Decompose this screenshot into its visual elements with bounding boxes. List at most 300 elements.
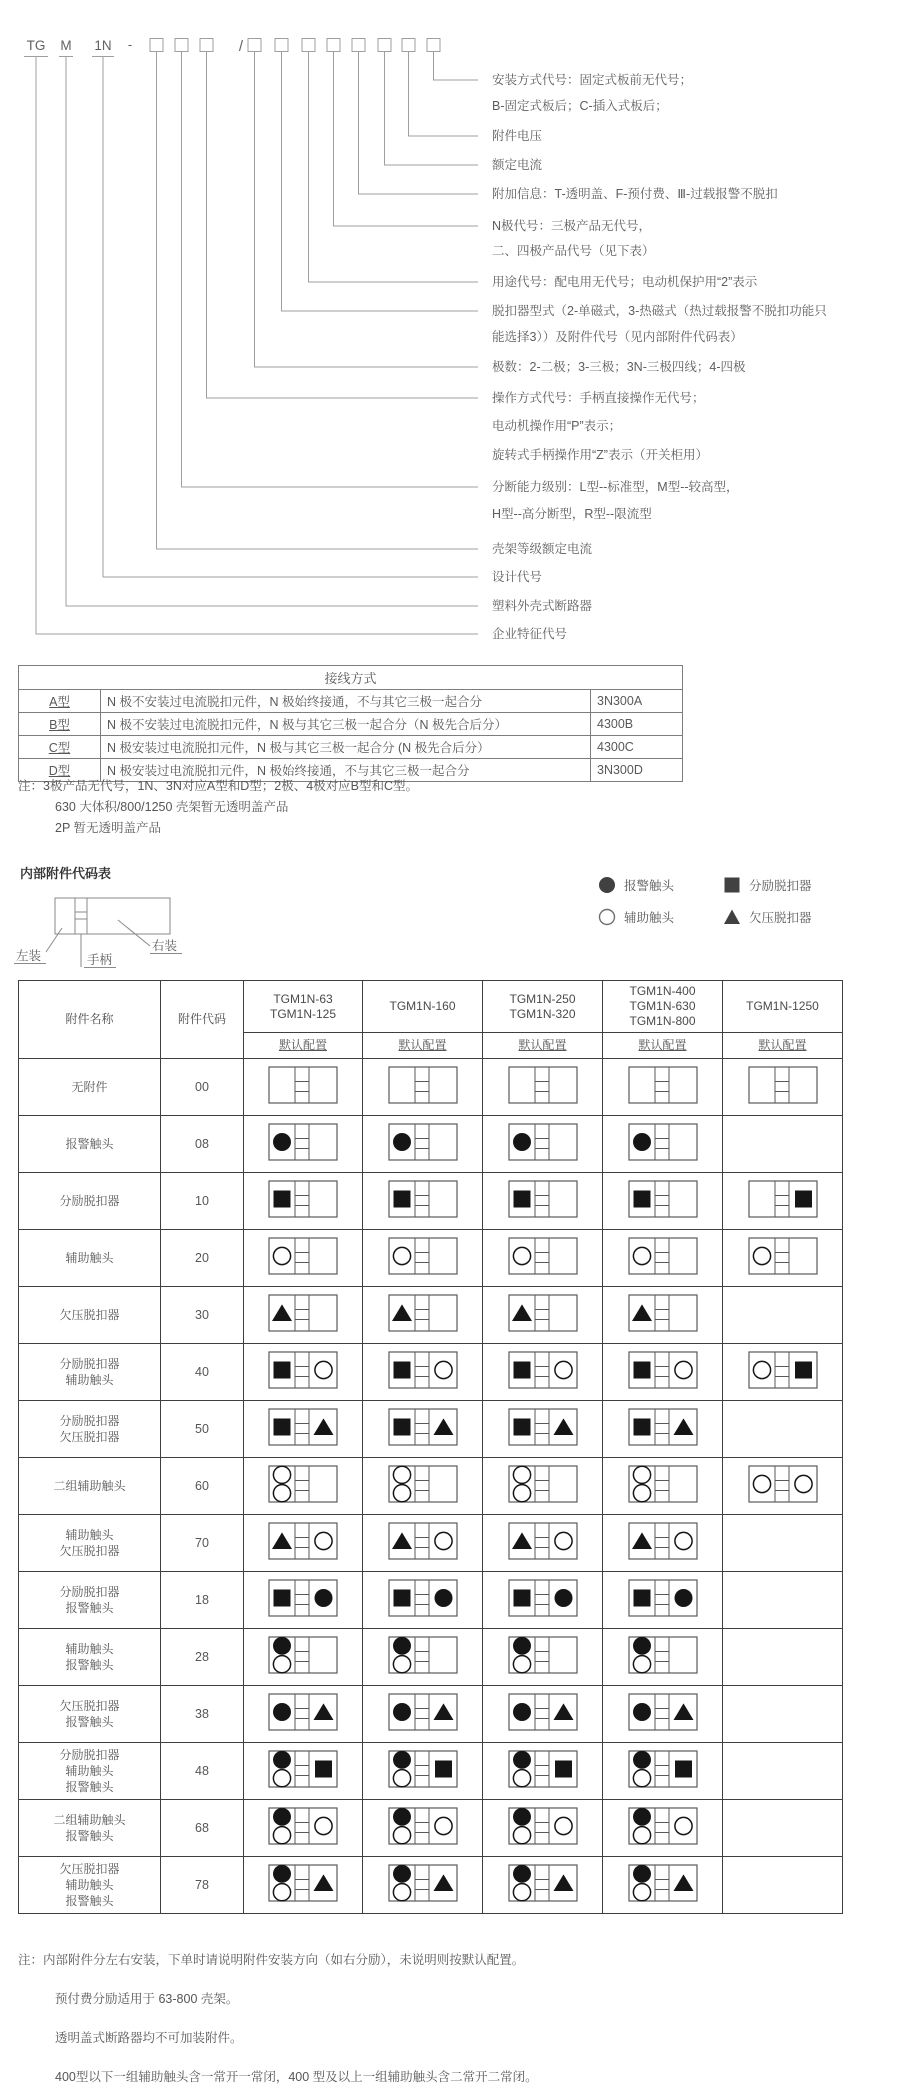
- breaker-config-glyph: [628, 1066, 698, 1104]
- breaker-config-glyph: [508, 1750, 578, 1788]
- config-cell: [723, 1059, 843, 1116]
- shunt-release-symbol: [675, 1761, 692, 1778]
- callout-line: [434, 51, 479, 80]
- breaker-outline: [55, 898, 170, 934]
- model-name: TGM1N-400: [629, 984, 696, 998]
- accessory-name-line: 欠压脱扣器: [59, 1699, 120, 1713]
- config-cell: [723, 1401, 843, 1458]
- breaker-config-glyph: [628, 1465, 698, 1503]
- breaker-config-glyph: [388, 1522, 458, 1560]
- breaker-config-glyph: [268, 1408, 338, 1446]
- config-cell: [483, 1116, 603, 1173]
- config-cell: [723, 1344, 843, 1401]
- accessory-row: [19, 1059, 843, 1116]
- auxiliary-contact-symbol: [633, 1466, 650, 1483]
- default-config-header: [723, 1033, 843, 1059]
- config-cell: [723, 1629, 843, 1686]
- accessory-name-line: 报警触头: [65, 1894, 114, 1908]
- config-cell: [723, 1686, 843, 1743]
- breaker-config-glyph: [628, 1123, 698, 1161]
- shunt-release-symbol: [274, 1362, 291, 1379]
- accessory-name-line: 辅助触头: [65, 1764, 114, 1778]
- alarm-contact-symbol: [633, 1808, 651, 1826]
- accessory-name: [19, 1458, 161, 1515]
- config-cell: [363, 1116, 483, 1173]
- model-slash: /: [238, 38, 244, 55]
- breaker-config-glyph: [628, 1807, 698, 1845]
- alarm-contact-symbol: [513, 1751, 531, 1769]
- config-cell: [603, 1458, 723, 1515]
- wiring-description: N 极不安装过电流脱扣元件，N 极始终接通，不与其它三极一起合分: [101, 690, 591, 713]
- shunt-release-icon: [723, 876, 741, 894]
- breaker-config-glyph: [268, 1693, 338, 1731]
- callout-line: [182, 51, 479, 487]
- shunt-release-symbol: [274, 1191, 291, 1208]
- breaker-config-glyph: [268, 1522, 338, 1560]
- wiring-description: N 极不安装过电流脱扣元件，N 极与其它三极一起合分（N 极先合后分）: [101, 713, 591, 736]
- breaker-config-glyph: [388, 1636, 458, 1674]
- accessory-code: 78: [161, 1857, 244, 1914]
- model-code-label: B-固定式板后；C-插入式板后；: [492, 99, 668, 113]
- breaker-config-glyph: [508, 1465, 578, 1503]
- breaker-config-glyph: [268, 1465, 338, 1503]
- shunt-release-symbol: [435, 1761, 452, 1778]
- config-cell: [603, 1230, 723, 1287]
- wiring-type: B型: [19, 713, 101, 736]
- model-code-label: 操作方式代号：手柄直接操作无代号；: [492, 391, 705, 405]
- config-cell: [723, 1572, 843, 1629]
- breaker-config-glyph: [508, 1864, 578, 1902]
- breaker-config-glyph: [268, 1579, 338, 1617]
- breaker-outline: [269, 1238, 337, 1274]
- mounting-direction-diagram: [0, 878, 260, 978]
- auxiliary-contact-symbol: [315, 1817, 332, 1834]
- config-cell: [363, 1857, 483, 1914]
- undervoltage-release-symbol: [392, 1532, 412, 1549]
- model-name: TGM1N-800: [629, 1014, 696, 1028]
- config-cell: [244, 1458, 363, 1515]
- wiring-type: A型: [19, 690, 101, 713]
- left-mount-label: 左装: [16, 949, 42, 963]
- breaker-config-glyph: [388, 1237, 458, 1275]
- model-code-label: 电动机操作用“P”表示；: [492, 419, 622, 433]
- model-code-label: 极数：2-二极；3-三极；3N-三极四线；4-四极: [492, 360, 746, 374]
- breaker-outline: [389, 1466, 457, 1502]
- accessory-row: [19, 1401, 843, 1458]
- accessory-name: [19, 1116, 161, 1173]
- config-cell: [363, 1686, 483, 1743]
- accessory-row: [19, 1116, 843, 1173]
- model-code-box: [352, 39, 365, 52]
- config-cell: [723, 1458, 843, 1515]
- undervoltage-release-symbol: [433, 1418, 453, 1435]
- model-code-label: 二、四极产品代号（见下表）: [492, 244, 655, 258]
- accessory-name-line: 分励脱扣器: [59, 1748, 120, 1762]
- model-column-header: [244, 981, 363, 1033]
- breaker-config-glyph: [388, 1408, 458, 1446]
- accessory-name: [19, 1515, 161, 1572]
- config-cell: [483, 1230, 603, 1287]
- right-mount-pointer: [118, 920, 150, 946]
- accessory-name-line: 无附件: [71, 1080, 108, 1094]
- accessory-name-line: 辅助触头: [65, 1373, 114, 1387]
- breaker-config-glyph: [748, 1351, 818, 1389]
- shunt-release-symbol: [633, 1419, 650, 1436]
- breaker-config-glyph: [388, 1750, 458, 1788]
- model-code-box: [327, 39, 340, 52]
- alarm-contact-symbol: [434, 1589, 452, 1607]
- auxiliary-contact-symbol: [633, 1656, 650, 1673]
- model-code-box: [402, 39, 415, 52]
- accessory-name-line: 辅助触头: [65, 1251, 114, 1265]
- accessory-name-line: 报警触头: [65, 1829, 114, 1843]
- breaker-outline: [509, 1067, 577, 1103]
- breaker-config-glyph: [388, 1465, 458, 1503]
- legend-label: 欠压脱扣器: [749, 911, 812, 925]
- breaker-config-glyph: [268, 1636, 338, 1674]
- breaker-config-glyph: [628, 1351, 698, 1389]
- breaker-config-glyph: [508, 1579, 578, 1617]
- breaker-outline: [749, 1067, 817, 1103]
- config-cell: [363, 1515, 483, 1572]
- model-name: TGM1N-250: [509, 991, 576, 1006]
- config-cell: [603, 1344, 723, 1401]
- shunt-release-symbol: [274, 1419, 291, 1436]
- auxiliary-contact-symbol: [393, 1656, 410, 1673]
- alarm-contact-symbol: [273, 1133, 291, 1151]
- accessory-code: 68: [161, 1800, 244, 1857]
- accessory-row: [19, 1458, 843, 1515]
- breaker-config-glyph: [508, 1522, 578, 1560]
- model-code-label: 安装方式代号：固定式板前无代号；: [492, 73, 693, 87]
- breaker-outline: [509, 1466, 577, 1502]
- config-cell: [603, 1629, 723, 1686]
- model-name: TGM1N-160: [389, 999, 456, 1013]
- config-cell: [363, 1743, 483, 1800]
- breaker-config-glyph: [748, 1066, 818, 1104]
- accessory-name-line: 欠压脱扣器: [59, 1862, 120, 1876]
- config-cell: [723, 1800, 843, 1857]
- callout-line: [255, 51, 479, 367]
- breaker-config-glyph: [268, 1237, 338, 1275]
- model-code-box: [427, 39, 440, 52]
- legend-item-under: [723, 908, 812, 926]
- model-column-header: [363, 981, 483, 1033]
- config-cell: [603, 1059, 723, 1116]
- legend-label: 报警触头: [624, 879, 675, 893]
- right-mount-label: 右装: [152, 939, 178, 953]
- config-cell: [603, 1572, 723, 1629]
- config-cell: [363, 1629, 483, 1686]
- accessory-code-table: [18, 980, 843, 1914]
- model-prefix-token: TG: [26, 38, 46, 53]
- wiring-description: N 极安装过电流脱扣元件，N 极始终接通，不与其它三极一起合分: [101, 759, 591, 782]
- accessory-code: 10: [161, 1173, 244, 1230]
- auxiliary-contact-symbol: [633, 1884, 650, 1901]
- alarm-contact-symbol: [273, 1808, 291, 1826]
- config-cell: [603, 1686, 723, 1743]
- default-config-header: [363, 1033, 483, 1059]
- config-cell: [244, 1743, 363, 1800]
- model-code-box: [378, 39, 391, 52]
- accessory-code: 50: [161, 1401, 244, 1458]
- wiring-description: N 极安装过电流脱扣元件，N 极与其它三极一起合分 (N 极先合后分）: [101, 736, 591, 759]
- wiring-method-table: [18, 665, 683, 782]
- breaker-outline: [749, 1466, 817, 1502]
- accessory-name: [19, 1173, 161, 1230]
- config-cell: [603, 1173, 723, 1230]
- config-cell: [363, 1287, 483, 1344]
- breaker-outline: [629, 1238, 697, 1274]
- default-config-header: [483, 1033, 603, 1059]
- accessory-name: [19, 1629, 161, 1686]
- accessory-name: [19, 1401, 161, 1458]
- accessory-name-line: 欠压脱扣器: [59, 1430, 120, 1444]
- model-name: TGM1N-125: [269, 1006, 337, 1021]
- alarm-contact-symbol: [633, 1637, 651, 1655]
- model-code-label: 用途代号：配电用无代号；电动机保护用“2”表示: [492, 275, 758, 289]
- breaker-config-glyph: [268, 1294, 338, 1332]
- alarm-contact-symbol: [674, 1589, 692, 1607]
- config-cell: [244, 1629, 363, 1686]
- model-column-header: [483, 981, 603, 1033]
- shunt-release-symbol: [393, 1362, 410, 1379]
- wiring-notes: [18, 776, 418, 839]
- auxiliary-contact-symbol: [513, 1827, 530, 1844]
- alarm-contact-symbol: [315, 1589, 333, 1607]
- model-code-label: N极代号：三极产品无代号，: [492, 219, 652, 233]
- auxiliary-contact-symbol: [273, 1770, 290, 1787]
- accessory-code: 38: [161, 1686, 244, 1743]
- config-cell: [483, 1344, 603, 1401]
- accessory-name-line: 分励脱扣器: [59, 1357, 120, 1371]
- config-cell: [244, 1344, 363, 1401]
- accessory-code: 70: [161, 1515, 244, 1572]
- wiring-code: 4300C: [591, 736, 683, 759]
- shunt-release-symbol: [555, 1761, 572, 1778]
- auxiliary-contact-symbol: [554, 1532, 571, 1549]
- auxiliary-contact-symbol: [273, 1247, 290, 1264]
- auxiliary-contact-symbol: [315, 1361, 332, 1378]
- accessory-name: [19, 1800, 161, 1857]
- model-code-box: [248, 39, 261, 52]
- breaker-outline: [629, 1466, 697, 1502]
- callout-line: [282, 51, 479, 311]
- config-cell: [723, 1743, 843, 1800]
- alarm-contact-symbol: [273, 1865, 291, 1883]
- shunt-release-symbol: [513, 1590, 530, 1607]
- auxiliary-contact-symbol: [554, 1817, 571, 1834]
- auxiliary-contact-symbol: [674, 1361, 691, 1378]
- config-cell: [363, 1572, 483, 1629]
- default-config-label: 默认配置: [518, 1038, 567, 1052]
- model-dash: -: [127, 37, 133, 52]
- accessory-name-line: 分励脱扣器: [59, 1414, 120, 1428]
- shunt-release-symbol: [393, 1590, 410, 1607]
- auxiliary-contact-symbol: [513, 1884, 530, 1901]
- model-prefix-token: M: [60, 38, 72, 53]
- accessory-code: 48: [161, 1743, 244, 1800]
- config-cell: [363, 1230, 483, 1287]
- accessory-row: [19, 1800, 843, 1857]
- default-config-label: 默认配置: [398, 1038, 447, 1052]
- config-cell: [723, 1230, 843, 1287]
- undervoltage-release-symbol: [632, 1304, 652, 1321]
- legend-item-shunt: [723, 876, 812, 894]
- breaker-config-glyph: [508, 1807, 578, 1845]
- accessory-name-line: 二组辅助触头: [53, 1479, 126, 1493]
- wiring-note-line: 注：3极产品无代号，1N、3N对应A型和D型；2极、4极对应B型和C型。: [18, 779, 419, 793]
- auxiliary-contact-symbol: [753, 1475, 770, 1492]
- auxiliary-contact-symbol: [513, 1770, 530, 1787]
- undervoltage-release-symbol: [553, 1418, 573, 1435]
- config-cell: [244, 1857, 363, 1914]
- callout-line: [409, 51, 479, 136]
- accessory-row: [19, 1743, 843, 1800]
- config-cell: [483, 1743, 603, 1800]
- shunt-release-symbol: [393, 1419, 410, 1436]
- undervoltage-release-symbol: [314, 1703, 334, 1720]
- model-prefix-token: 1N: [94, 38, 112, 53]
- config-cell: [244, 1401, 363, 1458]
- auxiliary-contact-symbol: [273, 1466, 290, 1483]
- config-cell: [244, 1287, 363, 1344]
- breaker-config-glyph: [268, 1066, 338, 1104]
- undervoltage-release-symbol: [433, 1703, 453, 1720]
- breaker-config-glyph: [388, 1180, 458, 1218]
- accessory-row: [19, 1230, 843, 1287]
- breaker-config-glyph: [748, 1237, 818, 1275]
- accessory-name-line: 报警触头: [65, 1137, 114, 1151]
- left-mount-pointer: [46, 928, 62, 952]
- config-cell: [483, 1629, 603, 1686]
- shunt-release-symbol: [633, 1191, 650, 1208]
- accessory-code: 60: [161, 1458, 244, 1515]
- undervoltage-release-symbol: [553, 1874, 573, 1891]
- accessory-name: [19, 1572, 161, 1629]
- undervoltage-release-symbol: [512, 1532, 532, 1549]
- breaker-config-glyph: [628, 1579, 698, 1617]
- alarm-contact-symbol: [393, 1751, 411, 1769]
- auxiliary-contact-symbol: [674, 1817, 691, 1834]
- config-cell: [483, 1287, 603, 1344]
- breaker-config-glyph: [388, 1123, 458, 1161]
- config-cell: [723, 1857, 843, 1914]
- model-code-label: 分断能力级别：L型--标准型，M型--较高型，: [492, 480, 739, 494]
- model-column-header: [723, 981, 843, 1033]
- wiring-code: 4300B: [591, 713, 683, 736]
- model-name: TGM1N-63: [273, 991, 333, 1006]
- undervoltage-release-icon: [723, 908, 741, 926]
- breaker-config-glyph: [268, 1180, 338, 1218]
- breaker-config-glyph: [268, 1807, 338, 1845]
- accessory-name-line: 欠压脱扣器: [59, 1308, 120, 1322]
- accessory-row: [19, 1629, 843, 1686]
- wiring-row: [19, 690, 683, 713]
- config-cell: [244, 1572, 363, 1629]
- breaker-config-glyph: [268, 1123, 338, 1161]
- accessory-code: 40: [161, 1344, 244, 1401]
- breaker-config-glyph: [388, 1693, 458, 1731]
- breaker-config-glyph: [268, 1750, 338, 1788]
- accessory-code: 00: [161, 1059, 244, 1116]
- accessory-name: [19, 1857, 161, 1914]
- bottom-note-line: 透明盖式断路器均不可加装附件。: [55, 2031, 243, 2045]
- callout-line: [207, 51, 479, 398]
- config-cell: [483, 1572, 603, 1629]
- alarm-contact-symbol: [393, 1808, 411, 1826]
- breaker-config-glyph: [508, 1180, 578, 1218]
- model-code-box: [302, 39, 315, 52]
- breaker-config-glyph: [268, 1351, 338, 1389]
- auxiliary-contact-symbol: [393, 1247, 410, 1264]
- breaker-config-glyph: [508, 1294, 578, 1332]
- config-cell: [723, 1287, 843, 1344]
- config-cell: [483, 1059, 603, 1116]
- auxiliary-contact-symbol: [273, 1884, 290, 1901]
- undervoltage-release-symbol: [392, 1304, 412, 1321]
- default-config-header: [244, 1033, 363, 1059]
- model-code-label: 脱扣器型式（2-单磁式，3-热磁式（热过载报警不脱扣功能只: [492, 304, 827, 318]
- callout-line: [36, 57, 478, 634]
- config-cell: [603, 1743, 723, 1800]
- default-config-header: [603, 1033, 723, 1059]
- auxiliary-contact-symbol: [273, 1485, 290, 1502]
- accessory-row: [19, 1572, 843, 1629]
- auxiliary-contact-symbol: [633, 1485, 650, 1502]
- model-code-box: [175, 39, 188, 52]
- legend-label: 分励脱扣器: [749, 879, 812, 893]
- breaker-config-glyph: [508, 1693, 578, 1731]
- config-cell: [363, 1344, 483, 1401]
- undervoltage-release-symbol: [632, 1532, 652, 1549]
- accessory-code: 08: [161, 1116, 244, 1173]
- shunt-release-symbol: [393, 1191, 410, 1208]
- breaker-config-glyph: [508, 1351, 578, 1389]
- undervoltage-release-symbol: [272, 1532, 292, 1549]
- model-number-diagram: [0, 0, 900, 660]
- accessory-name-line: 辅助触头: [65, 1528, 114, 1542]
- model-code-label: H型--高分断型，R型--限流型: [492, 507, 652, 521]
- model-code-label: 设计代号: [492, 570, 543, 584]
- shunt-release-symbol: [513, 1191, 530, 1208]
- auxiliary-contact-symbol: [513, 1656, 530, 1673]
- accessory-row: [19, 1686, 843, 1743]
- breaker-config-glyph: [628, 1522, 698, 1560]
- bottom-note-line: 400型以下一组辅助触头含一常开一常闭，400 型及以上一组辅助触头含二常开二常闭。: [55, 2070, 538, 2084]
- model-code-box: [150, 39, 163, 52]
- shunt-release-symbol: [274, 1590, 291, 1607]
- accessory-row: [19, 1857, 843, 1914]
- bottom-note-line: 预付费分励适用于 63-800 壳架。: [55, 1992, 239, 2006]
- config-cell: [244, 1800, 363, 1857]
- model-name: TGM1N-320: [509, 1006, 576, 1021]
- accessory-name-line: 欠压脱扣器: [59, 1544, 120, 1558]
- alarm-contact-symbol: [554, 1589, 572, 1607]
- breaker-outline: [749, 1238, 817, 1274]
- auxiliary-contact-icon: [598, 908, 616, 926]
- accessory-row: [19, 1287, 843, 1344]
- accessory-name-line: 报警触头: [65, 1715, 114, 1729]
- alarm-contact-symbol: [393, 1637, 411, 1655]
- model-code-box: [275, 39, 288, 52]
- breaker-outline: [269, 1466, 337, 1502]
- config-cell: [483, 1173, 603, 1230]
- auxiliary-contact-symbol: [513, 1485, 530, 1502]
- auxiliary-contact-symbol: [633, 1827, 650, 1844]
- breaker-outline: [509, 1238, 577, 1274]
- accessory-row: [19, 1173, 843, 1230]
